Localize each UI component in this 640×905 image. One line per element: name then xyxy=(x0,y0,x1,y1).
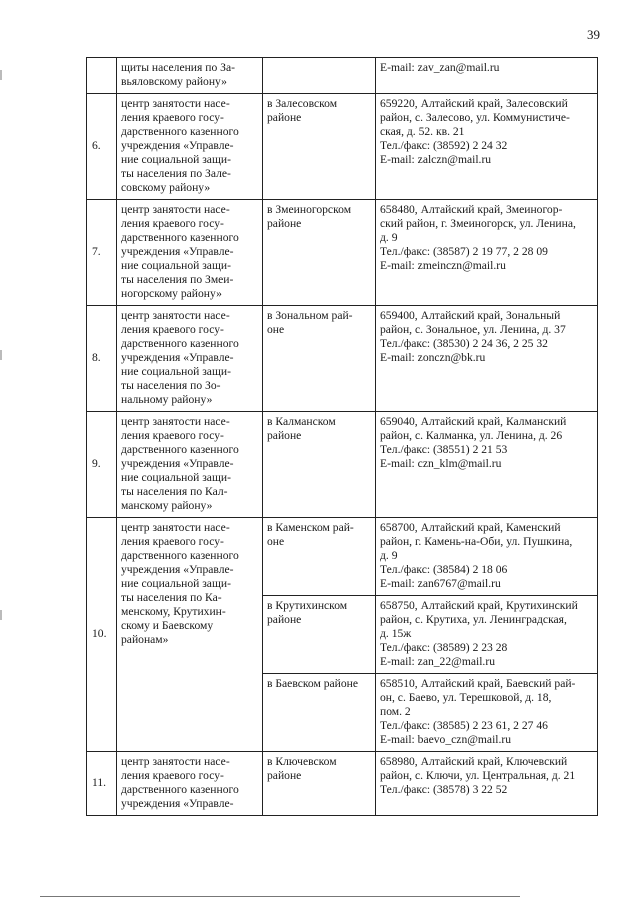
contact-address-line: E-mail: zan_22@mail.ru xyxy=(380,655,495,668)
contact-address xyxy=(376,306,598,412)
contact-address-line: E-mail: zav_zan@mail.ru xyxy=(380,61,500,74)
institution-name xyxy=(117,306,263,412)
contact-address-line: 658980, Алтайский край, Ключевский xyxy=(380,755,568,768)
contact-address-line: 658750, Алтайский край, Крутихинский xyxy=(380,599,578,612)
institution-name-line: ние социальной защи- xyxy=(121,577,231,590)
institution-name-line: дарственного казенного xyxy=(121,337,239,350)
district-line: в Крутихинском xyxy=(267,599,348,612)
contact-address-line: E-mail: zmeinczn@mail.ru xyxy=(380,259,506,272)
institution-name-line: нальному району» xyxy=(121,393,213,406)
institution-name-line: менскому, Крутихин- xyxy=(121,605,226,618)
scan-mark xyxy=(0,610,2,620)
institution-name xyxy=(117,412,263,518)
institution-name-line: ления краевого госу- xyxy=(121,535,224,548)
contact-address-line: д. 9 xyxy=(380,231,398,244)
table-row xyxy=(87,752,598,816)
district-line: в Змеиногорском xyxy=(267,203,352,216)
district xyxy=(263,306,376,412)
contact-address-line: Тел./факс: (38585) 2 23 61, 2 27 46 xyxy=(380,719,548,732)
institution-name xyxy=(117,94,263,200)
district xyxy=(263,674,376,752)
institution-name-line: учреждения «Управле- xyxy=(121,245,234,258)
contact-address-line: E-mail: czn_klm@mail.ru xyxy=(380,457,502,470)
institution-name-line: ления краевого госу- xyxy=(121,323,224,336)
institution-name-line: районам» xyxy=(121,633,169,646)
row-number xyxy=(87,58,117,94)
institution-name-line: дарственного казенного xyxy=(121,783,239,796)
district xyxy=(263,58,376,94)
contact-address-line: E-mail: zalczn@mail.ru xyxy=(380,153,492,166)
contact-address-line: д. 15ж xyxy=(380,627,412,640)
contact-address xyxy=(376,58,598,94)
institution-name-line: центр занятости насе- xyxy=(121,97,230,110)
contact-address-line: Тел./факс: (38551) 2 21 53 xyxy=(380,443,508,456)
table-row xyxy=(87,412,598,518)
district-line: в Калманском xyxy=(267,415,336,428)
scan-mark xyxy=(0,350,2,360)
district-line: в Залесовском xyxy=(267,97,338,110)
contact-address-line: E-mail: zan6767@mail.ru xyxy=(380,577,501,590)
institution-name-line: учреждения «Управле- xyxy=(121,351,234,364)
district-line: в Ключевском xyxy=(267,755,337,768)
district xyxy=(263,200,376,306)
row-number: 9. xyxy=(87,412,117,518)
contact-address-line: Тел./факс: (38589) 2 23 28 xyxy=(380,641,508,654)
institution-name xyxy=(117,200,263,306)
institution-name-line: ления краевого госу- xyxy=(121,111,224,124)
institution-name-line: дарственного казенного xyxy=(121,231,239,244)
institution-name-line: ты населения по Зо- xyxy=(121,379,221,392)
row-number: 8. xyxy=(87,306,117,412)
row-number: 11. xyxy=(87,752,117,816)
institution-name xyxy=(117,752,263,816)
institution-name-line: ние социальной защи- xyxy=(121,471,231,484)
page-bottom-edge xyxy=(40,896,520,897)
contact-address-line: Тел./факс: (38578) 3 22 52 xyxy=(380,783,508,796)
institution-name-line: учреждения «Управле- xyxy=(121,457,234,470)
institution-name-line: вьяловскому району» xyxy=(121,75,227,88)
contact-address xyxy=(376,412,598,518)
contact-address xyxy=(376,674,598,752)
table-row xyxy=(87,58,598,94)
contact-address-line: он, с. Баево, ул. Терешковой, д. 18, xyxy=(380,691,552,704)
institution-name-line: ления краевого госу- xyxy=(121,769,224,782)
institution-name-line: ние социальной защи- xyxy=(121,365,231,378)
institution-name-line: ты населения по Змеи- xyxy=(121,273,234,286)
institution-name-line: центр занятости насе- xyxy=(121,309,230,322)
district-line: районе xyxy=(267,429,302,442)
scan-mark xyxy=(0,70,2,80)
contact-address xyxy=(376,518,598,596)
institution-name-line: учреждения «Управле- xyxy=(121,563,234,576)
institution-name-line: дарственного казенного xyxy=(121,443,239,456)
contact-address-line: Тел./факс: (38584) 2 18 06 xyxy=(380,563,508,576)
district xyxy=(263,94,376,200)
institution-name-line: манскому району» xyxy=(121,499,213,512)
district-line: оне xyxy=(267,323,285,336)
district xyxy=(263,752,376,816)
contact-address xyxy=(376,94,598,200)
contact-address-line: 658700, Алтайский край, Каменский xyxy=(380,521,561,534)
contact-address-line: Тел./факс: (38592) 2 24 32 xyxy=(380,139,508,152)
district xyxy=(263,596,376,674)
contact-address-line: 658510, Алтайский край, Баевский рай- xyxy=(380,677,576,690)
contact-address-line: д. 9 xyxy=(380,549,398,562)
institutions-table xyxy=(86,57,598,816)
district-line: в Каменском рай- xyxy=(267,521,354,534)
table-row xyxy=(87,306,598,412)
contact-address-line: пом. 2 xyxy=(380,705,411,718)
institution-name-line: совскому району» xyxy=(121,181,211,194)
institution-name-line: центр занятости насе- xyxy=(121,203,230,216)
institution-name-line: ногорскому району» xyxy=(121,287,222,300)
district xyxy=(263,518,376,596)
institution-name-line: ты населения по Ка- xyxy=(121,591,222,604)
table-row xyxy=(87,94,598,200)
institution-name-line: скому и Баевскому xyxy=(121,619,214,632)
contact-address-line: 659400, Алтайский край, Зональный xyxy=(380,309,561,322)
table-row xyxy=(87,200,598,306)
institution-name-line: учреждения «Управле- xyxy=(121,139,234,152)
institution-name-line: ние социальной защи- xyxy=(121,259,231,272)
contact-address-line: E-mail: baevo_czn@mail.ru xyxy=(380,733,512,746)
institution-name-line: щиты населения по За- xyxy=(121,61,235,74)
contact-address-line: район, г. Камень-на-Оби, ул. Пушкина, xyxy=(380,535,573,548)
contact-address-line: Тел./факс: (38530) 2 24 36, 2 25 32 xyxy=(380,337,548,350)
institution-name-line: центр занятости насе- xyxy=(121,755,230,768)
institution-name-line: учреждения «Управле- xyxy=(121,797,234,810)
contact-address xyxy=(376,752,598,816)
institution-name-line: дарственного казенного xyxy=(121,125,239,138)
table-row xyxy=(87,518,598,596)
institution-name xyxy=(117,518,263,752)
institution-name xyxy=(117,58,263,94)
contact-address-line: E-mail: zonczn@bk.ru xyxy=(380,351,486,364)
contact-address-line: ская, д. 52. кв. 21 xyxy=(380,125,465,138)
contact-address xyxy=(376,596,598,674)
institution-name-line: ления краевого госу- xyxy=(121,429,224,442)
institution-name-line: дарственного казенного xyxy=(121,549,239,562)
contact-address-line: Тел./факс: (38587) 2 19 77, 2 28 09 xyxy=(380,245,548,258)
district-line: районе xyxy=(267,769,302,782)
district xyxy=(263,412,376,518)
contact-address-line: район, с. Крутиха, ул. Ленинградская, xyxy=(380,613,567,626)
contact-address-line: 659220, Алтайский край, Залесовский xyxy=(380,97,568,110)
district-line: в Баевском районе xyxy=(267,677,359,690)
page-number: 39 xyxy=(587,27,600,42)
contact-address-line: район, с. Залесово, ул. Коммунистиче- xyxy=(380,111,570,124)
row-number: 10. xyxy=(87,518,117,752)
institution-name-line: ления краевого госу- xyxy=(121,217,224,230)
contact-address-line: район, с. Калманка, ул. Ленина, д. 26 xyxy=(380,429,563,442)
institution-name-line: центр занятости насе- xyxy=(121,415,230,428)
contact-address-line: 658480, Алтайский край, Змеиногор- xyxy=(380,203,563,216)
district-line: районе xyxy=(267,111,302,124)
institution-name-line: центр занятости насе- xyxy=(121,521,230,534)
institution-name-line: ние социальной защи- xyxy=(121,153,231,166)
district-line: оне xyxy=(267,535,285,548)
contact-address-line: район, с. Ключи, ул. Центральная, д. 21 xyxy=(380,769,576,782)
contact-address-line: 659040, Алтайский край, Калманский xyxy=(380,415,567,428)
contact-address-line: район, с. Зональное, ул. Ленина, д. 37 xyxy=(380,323,566,336)
contact-address xyxy=(376,200,598,306)
row-number: 6. xyxy=(87,94,117,200)
institution-name-line: ты населения по Зале- xyxy=(121,167,231,180)
district-line: районе xyxy=(267,613,302,626)
institution-name-line: ты населения по Кал- xyxy=(121,485,228,498)
district-line: в Зональном рай- xyxy=(267,309,353,322)
district-line: районе xyxy=(267,217,302,230)
row-number: 7. xyxy=(87,200,117,306)
contact-address-line: ский район, г. Змеиногорск, ул. Ленина, xyxy=(380,217,576,230)
